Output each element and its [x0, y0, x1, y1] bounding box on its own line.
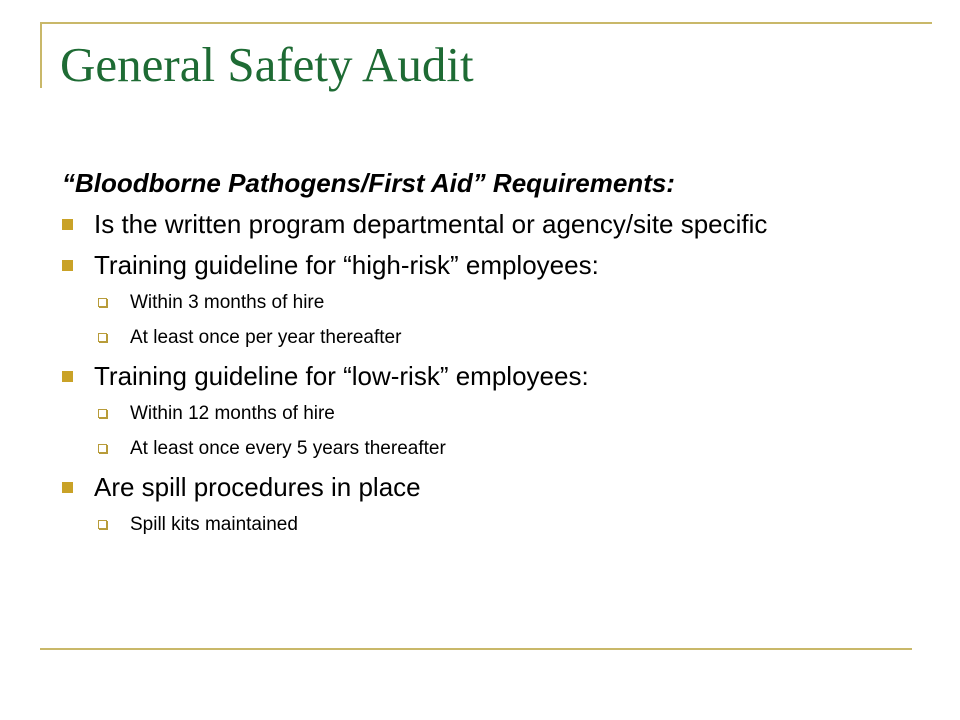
bullet-item: [62, 250, 922, 281]
square-bullet-icon: [62, 371, 73, 382]
sub-bullet-item: [62, 437, 922, 461]
hollow-square-bullet-icon: [98, 409, 107, 418]
hollow-square-bullet-icon: [98, 444, 107, 453]
bullet-text: Is the written program departmental or agency/site specific: [94, 209, 768, 239]
bullet-item: [62, 472, 922, 503]
sub-bullet-text: At least once per year thereafter: [130, 327, 402, 348]
top-divider-line: [40, 22, 932, 24]
bottom-divider-line: [40, 648, 912, 650]
bullet-list: [62, 209, 922, 537]
sub-bullet-text: Within 3 months of hire: [130, 292, 325, 313]
sub-bullet-text: Within 12 months of hire: [130, 403, 335, 424]
sub-bullet-item: [62, 513, 922, 537]
hollow-square-bullet-icon: [98, 298, 107, 307]
bullet-text: Training guideline for “high-risk” employees:: [94, 250, 599, 280]
bullet-item: [62, 209, 922, 240]
bullet-text: Are spill procedures in place: [94, 472, 421, 502]
sub-bullet-item: [62, 326, 922, 350]
left-accent-line: [40, 22, 42, 88]
square-bullet-icon: [62, 482, 73, 493]
sub-bullet-item: [62, 402, 922, 426]
bullet-text: Training guideline for “low-risk” employees:: [94, 361, 589, 391]
square-bullet-icon: [62, 219, 73, 230]
square-bullet-icon: [62, 260, 73, 271]
sub-bullet-text: At least once every 5 years thereafter: [130, 438, 446, 459]
sub-bullet-item: [62, 291, 922, 315]
hollow-square-bullet-icon: [98, 333, 107, 342]
slide-content: [62, 168, 922, 548]
hollow-square-bullet-icon: [98, 520, 107, 529]
slide-title: General Safety Audit: [60, 37, 474, 92]
section-subheading: “Bloodborne Pathogens/First Aid” Requirements:: [62, 168, 675, 198]
bullet-item: [62, 361, 922, 392]
sub-bullet-text: Spill kits maintained: [130, 514, 298, 535]
